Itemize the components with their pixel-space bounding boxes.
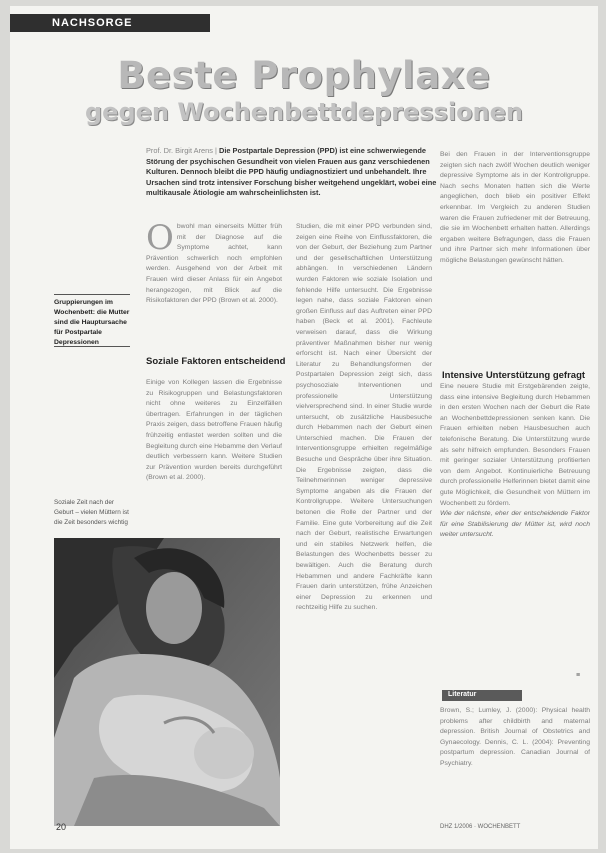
literature-list: [440, 706, 590, 806]
heading-soziale-faktoren: Soziale Faktoren entscheidend: [146, 356, 286, 367]
column-1-body: [146, 378, 282, 484]
lead-text: Die Postpartale Depression (PPD) ist eine schwerwiegende Störung der psychischen Gesundheit von vielen Frauen aus ganz verschiedenen Kulturen. Dennoch bleibt die PPD häufig undiagnostiziert und unbehandelt. Ihre Ursachen sind trotz intensiver Forschung bisher weitgehend ungeklärt, wobei eine multikausale Ätiologie am wahrscheinlichsten ist.: [146, 146, 437, 198]
article-subtitle: gegen Wochenbettdepressionen: [84, 98, 524, 126]
end-of-article-mark: ≡: [576, 672, 581, 679]
column-3-text: Bei den Frauen in der Interventionsgruppe zeigten sich nach zwölf Wochen deutlich weniger depressive Symptome als in der Kontrollgruppe. Nach sechs Monaten hatten sich die Werte angeglichen, doch blieb ein positiver Effekt erkennbar. Im Vergleich zu anderen Studien waren die Frauen zufriedener mit der Betreuung, die sie im Wochenbett erhalten hatten. Allerdings ergaben weitere Befragungen, dass die Frauen und ihre Partner sich mehr Informationen über mögliche Belastungen gewünscht hätten.: [440, 151, 590, 264]
sidenote-rule-top: [54, 294, 130, 295]
author-separator: |: [215, 146, 217, 155]
section-label: NACHSORGE: [52, 17, 133, 29]
lead-paragraph: [146, 146, 438, 199]
column-2-text: Studien, die mit einer PPD verbunden sind, zeigen eine Reihe von Einflussfaktoren, die von der Geburt, der Beziehung zum Partner und der gesellschaftlichen Unterstützung abhängen. In verschiedenen Ländern wurden Faktoren wie soziale Isolation und fehlende Hilfe untersucht. Die Ergebnisse legen nahe, dass soziale Faktoren einen großen Einfluss auf das Auftreten einer PPD haben (Beck et al. 2001). Fachleute verweisen darauf, dass die Wirkung präventiver Maßnahmen bisher nur wenig erforscht ist. Nach einer Übersicht der Literatur zu Behandlungsformen der Postpartalen Depression zeigt sich, dass psychosoziale Interventionen und professionelle Unterstützung vielversprechend sind. In einer Studie wurde untersucht, ob zusätzliche Hausbesuche durch Hebammen nach der Geburt einen Unterschied machen. Die Frauen der Interventionsgruppe erhielten regelmäßige Besuche und Gespräche über ihre Situation. Die Ergebnisse zeigten, dass die Teilnehmerinnen weniger depressive Symptome angaben als die Frauen der Kontrollgruppe. Weitere Untersuchungen betonen die Rolle der Partner und der Familie. Eine gute Vorbereitung auf die Zeit nach der Geburt, realistische Erwartungen und ein stabiles Netzwerk helfen, die Belastungen des Wochenbetts besser zu bewältigen. Auch die Beratung durch Hebammen und andere Fachkräfte kann Frauen darin unterstützen, frühe Anzeichen einer Depression zu erkennen und rechtzeitig Hilfe zu suchen.: [296, 223, 432, 612]
column-2: [296, 222, 432, 832]
intro-paragraph: [146, 222, 282, 307]
page-footer: DHZ 1/2006 · WOCHENBETT: [440, 824, 521, 830]
sidenote-rule-bottom: [54, 346, 130, 347]
heading-intensive-unterstuetzung: Intensive Unterstützung gefragt: [442, 370, 586, 381]
literature-label: Literatur: [448, 691, 477, 698]
drop-cap: O: [146, 222, 174, 258]
author: Prof. Dr. Birgit Arens: [146, 146, 213, 155]
column-1-text: Einige von Kollegen lassen die Ergebnisse zu Risikogruppen und Belastungsfaktoren nicht ohne weiteres zu Einzelfällen übertragen. Erfahrungen in der täglichen Praxis zeigen, dass betroffene Frauen häufig frühzeitig entlastet werden sollten und die Begleitung durch eine Hebamme den Verlauf deutlich verbessern kann. Weitere Studien zur Prävention wurden bereits durchgeführt (Brown et al. 2000).: [146, 379, 282, 482]
article-title: Beste Prophylaxe: [117, 54, 491, 97]
column-3-top: [440, 150, 590, 345]
column-3-body: [440, 382, 590, 682]
page-number: 20: [56, 822, 67, 832]
page: [10, 6, 598, 849]
sidebar-note: Gruppierungen im Wochenbett: die Mutter sind die Hauptursache für Postpartale Depressionen: [54, 299, 130, 346]
intro-text: bwohl man einerseits Mütter früh mit der Diagnose auf die Symptome achtet, kann Prävention schwerlich noch empfohlen werden. Ausgehend von der Arbeit mit Frauen wird dieser Anlass für ein Angebot herangezogen, mit Blick auf die Risikofaktoren der PPD (Brown et al. 2000).: [146, 223, 282, 305]
column-3-italic-text: Wie der nächste, eher der entscheidende Faktor für eine Stabilisierung der Mütter ist, wird noch weiter untersucht.: [440, 510, 590, 539]
literature-text: Brown, S.; Lumley, J. (2000): Physical health problems after childbirth and maternal depression. British Journal of Obstetrics and Gynaecology. Dennis, C. L. (2004): Preventing postpartum depression. Canadian Journal of Psychiatry.: [440, 707, 590, 767]
photo-caption: Soziale Zeit nach der Geburt – vielen Müttern ist die Zeit besonders wichtig: [54, 499, 129, 526]
mother-baby-photo: [54, 538, 280, 826]
column-3-body-text: Eine neuere Studie mit Erstgebärenden zeigte, dass eine intensive Begleitung durch Hebammen in den ersten Wochen nach der Geburt die Rate an Wochenbettdepressionen senken kann. Die Frauen erhielten neben Hausbesuchen auch telefonische Beratung. Die Unterstützung wurde als sehr hilfreich empfunden. Besonders Frauen mit geringer sozialer Unterstützung profitierten von dem Angebot. Kontinuierliche Betreuung durch professionelle Helferinnen bietet damit eine gute Möglichkeit, die Gesundheit von Müttern im Wochenbett zu fördern.: [440, 383, 590, 507]
photo-illustration: [54, 538, 280, 826]
